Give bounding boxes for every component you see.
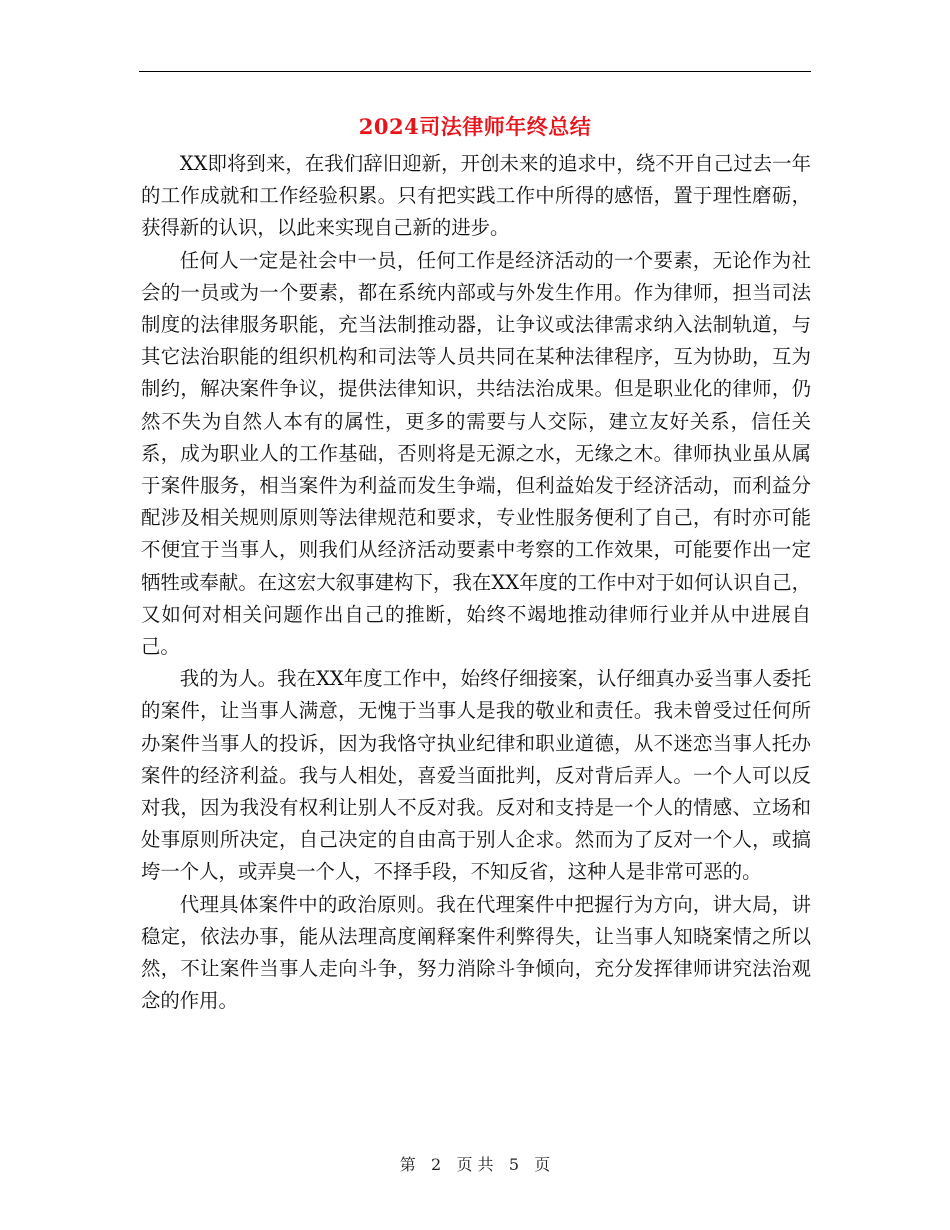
paragraph-4: 代理具体案件中的政治原则。我在代理案件中把握行为方向，讲大局，讲稳定，依法办事，能从法理高度阐释案件利弊得失，让当事人知晓案情之所以然，不让案件当事人走向斗争，努力消除斗争倾向，充分发挥律师讲究法治观念的作用。	[141, 892, 811, 1013]
current-page-number: 2	[430, 1155, 442, 1174]
page-label-mid: 页 共	[456, 1155, 494, 1174]
page-footer	[139, 1154, 811, 1176]
document-title: 2024司法律师年终总结	[358, 114, 592, 139]
paragraph-2: 任何人一定是社会中一员，任何工作是经济活动的一个要素，无论作为社会的一员或为一个要素，都在系统内部或与外发生作用。作为律师，担当司法制度的法律服务职能，充当法制推动器，让争议或法律需求纳入法制轨道，与其它法治职能的组织机构和司法等人员共同在某种法律程序，互为协助，互为制约，解决案件争议，提供法律知识，共结法治成果。但是职业化的律师，仍然不失为自然人本有的属性，更多的需要与人交际，建立友好关系，信任关系，成为职业人的工作基础，否则将是无源之水，无缘之木。律师执业虽从属于案件服务，相当案件为利益而发生争端，但利益始发于经济活动，而利益分配涉及相关规则原则等法律规范和要求，专业性服务便利了自己，有时亦可能不便宜于当事人，则我们从经济活动要素中考察的工作效果，可能要作出一定牺牲或奉献。在这宏大叙事建构下，我在XX年度的工作中对于如何认识自己，又如何对相关问题作出自己的推断，始终不竭地推动律师行业并从中进展自己。	[141, 248, 811, 659]
document-body	[141, 148, 811, 1017]
paragraph-3: 我的为人。我在XX年度工作中，始终仔细接案，认仔细真办妥当事人委托的案件，让当事人满意，无愧于当事人是我的敬业和责任。我未曾受过任何所办案件当事人的投诉，因为我恪守执业纪律和职业道德，从不迷恋当事人托办案件的经济利益。我与人相处，喜爱当面批判，反对背后弄人。一个人可以反对我，因为我没有权利让别人不反对我。反对和支持是一个人的情感、立场和处事原则所决定，自己决定的自由高于别人企求。然而为了反对一个人，或搞垮一个人，或弄臭一个人，不择手段，不知反省，这种人是非常可恶的。	[141, 667, 811, 884]
paragraph-1: XX即将到来，在我们辞旧迎新，开创未来的追求中，绕不开自己过去一年的工作成就和工作经验积累。只有把实践工作中所得的感悟，置于理性磨砺，获得新的认识，以此来实现自己新的进步。	[141, 152, 811, 240]
total-pages-number: 5	[508, 1155, 520, 1174]
page-label-prefix: 第	[399, 1155, 416, 1174]
page-label-suffix: 页	[534, 1155, 551, 1174]
header-rule	[139, 71, 811, 72]
